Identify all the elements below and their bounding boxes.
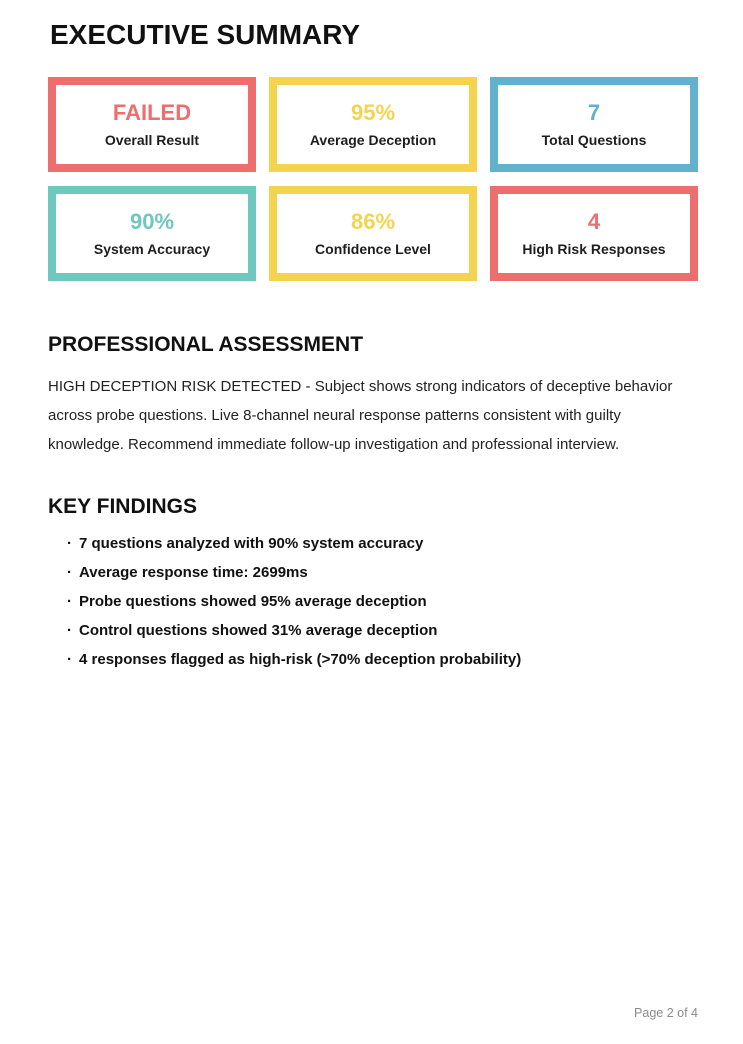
- metric-label: High Risk Responses: [522, 241, 666, 257]
- metric-label: Total Questions: [541, 132, 647, 148]
- professional-assessment-section: [48, 333, 698, 459]
- metric-card-average-deception: [269, 77, 477, 172]
- metric-label: System Accuracy: [93, 241, 211, 257]
- metric-value: FAILED: [112, 100, 192, 125]
- metric-value: 86%: [350, 209, 396, 234]
- metric-card-system-accuracy: [48, 186, 256, 281]
- key-finding-item: · Average response time: 2699ms: [67, 565, 698, 581]
- page-number: Page 2 of 4: [634, 1006, 698, 1020]
- metric-value: 7: [587, 100, 601, 125]
- key-finding-item: · Control questions showed 31% average deception: [67, 623, 698, 639]
- metric-label: Overall Result: [104, 132, 200, 148]
- key-findings-list: [48, 536, 698, 668]
- key-finding-item: · 4 responses flagged as high-risk (>70% deception probability): [67, 652, 698, 668]
- metric-value: 90%: [129, 209, 175, 234]
- metric-value: 95%: [350, 100, 396, 125]
- metric-label: Average Deception: [309, 132, 437, 148]
- page-title: EXECUTIVE SUMMARY: [50, 19, 361, 50]
- metric-card-total-questions: [490, 77, 698, 172]
- professional-assessment-heading: PROFESSIONAL ASSESSMENT: [48, 333, 364, 356]
- key-findings-heading: KEY FINDINGS: [48, 495, 197, 518]
- metric-card-overall-result: [48, 77, 256, 172]
- metric-value: 4: [587, 209, 601, 234]
- metric-label: Confidence Level: [315, 241, 431, 257]
- key-finding-item: · Probe questions showed 95% average deception: [67, 594, 698, 610]
- key-finding-item: · 7 questions analyzed with 90% system accuracy: [67, 536, 698, 552]
- metric-card-high-risk-responses: [490, 186, 698, 281]
- professional-assessment-text: HIGH DECEPTION RISK DETECTED - Subject shows strong indicators of deceptive behavior across probe questions. Live 8-channel neural response patterns consistent with guilty knowledge. Recommend immediate follow-up investigation and professional interview.: [48, 378, 673, 453]
- metric-card-confidence-level: [269, 186, 477, 281]
- key-findings-section: [48, 495, 698, 668]
- metric-card-grid: [48, 77, 698, 281]
